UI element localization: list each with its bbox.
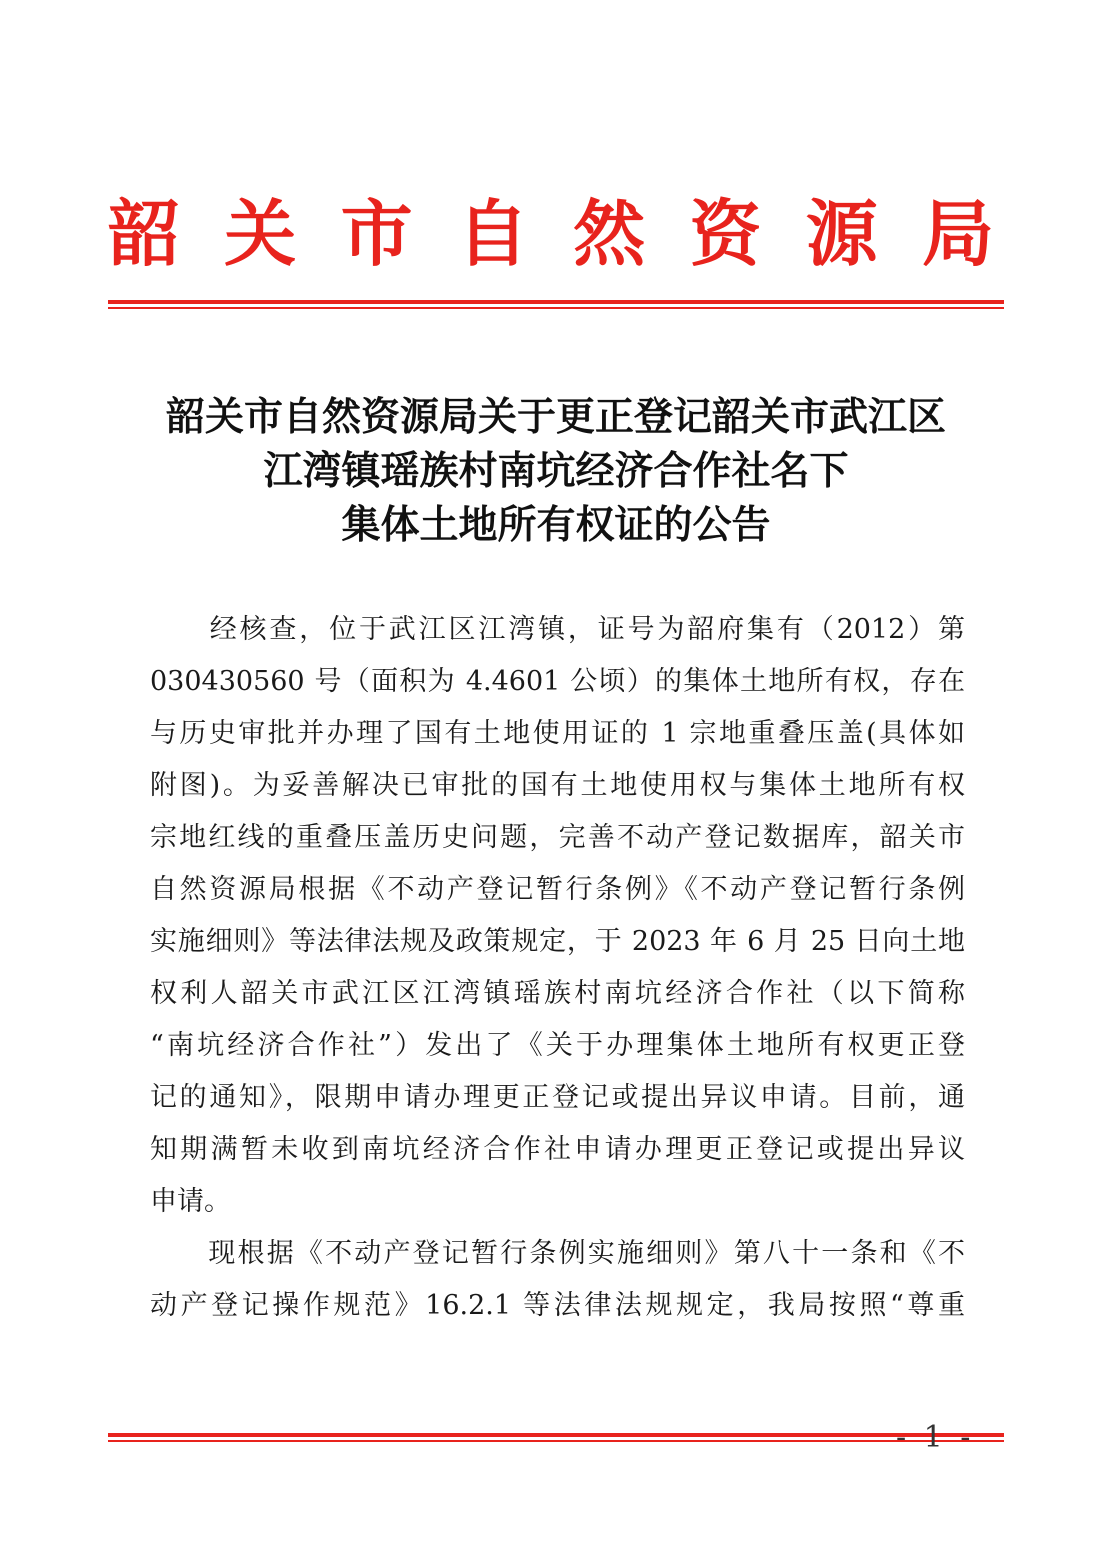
body-line: 知期满暂未收到南坑经济合作社申请办理更正登记或提出异议 <box>150 1134 965 1165</box>
masthead-char: 资 <box>689 191 762 276</box>
masthead-char: 源 <box>805 191 878 276</box>
masthead-char: 关 <box>224 191 297 276</box>
body-line: 附图)。为妥善解决已审批的国有土地使用权与集体土地所有权 <box>150 770 965 801</box>
masthead-char: 自 <box>456 191 529 276</box>
header-rule-thin <box>108 307 1004 309</box>
body-line: 030430560 号（面积为 4.4601 公顷）的集体土地所有权，存在 <box>150 666 965 697</box>
masthead-char: 然 <box>573 191 646 276</box>
masthead-char: 韶 <box>108 191 181 276</box>
body-line: “南坑经济合作社”）发出了《关于办理集体土地所有权更正登 <box>150 1030 965 1061</box>
footer-rule-thick <box>108 1433 1004 1437</box>
body-line: 经核查，位于武江区江湾镇，证号为韶府集有（2012）第 <box>150 614 965 645</box>
body-line: 动产登记操作规范》16.2.1 等法律法规规定，我局按照“尊重 <box>150 1290 965 1321</box>
body-line: 申请。 <box>150 1186 231 1217</box>
footer-rule-thin <box>108 1440 1004 1442</box>
body-line: 自然资源局根据《不动产登记暂行条例》《不动产登记暂行条例 <box>150 874 965 905</box>
document-body <box>150 604 965 1332</box>
page-number: - 1 - <box>896 1420 975 1455</box>
body-line: 实施细则》等法律法规及政策规定，于 2023 年 6 月 25 日向土地 <box>150 926 965 957</box>
body-line: 权利人韶关市武江区江湾镇瑶族村南坑经济合作社（以下简称 <box>150 978 965 1009</box>
header-rule-thick <box>108 300 1004 304</box>
masthead <box>108 186 994 282</box>
title-line: 韶关市自然资源局关于更正登记韶关市武江区 <box>165 394 946 440</box>
body-line: 宗地红线的重叠压盖历史问题，完善不动产登记数据库，韶关市 <box>150 822 965 853</box>
masthead-char: 市 <box>340 191 413 276</box>
body-line: 现根据《不动产登记暂行条例实施细则》第八十一条和《不 <box>150 1238 965 1269</box>
body-line: 记的通知》，限期申请办理更正登记或提出异议申请。目前，通 <box>150 1082 965 1113</box>
title-line: 江湾镇瑶族村南坑经济合作社名下 <box>263 448 849 494</box>
document-title <box>108 390 1004 552</box>
masthead-char: 局 <box>921 191 994 276</box>
body-line: 与历史审批并办理了国有土地使用证的 1 宗地重叠压盖(具体如 <box>150 718 965 749</box>
title-line: 集体土地所有权证的公告 <box>341 502 771 548</box>
